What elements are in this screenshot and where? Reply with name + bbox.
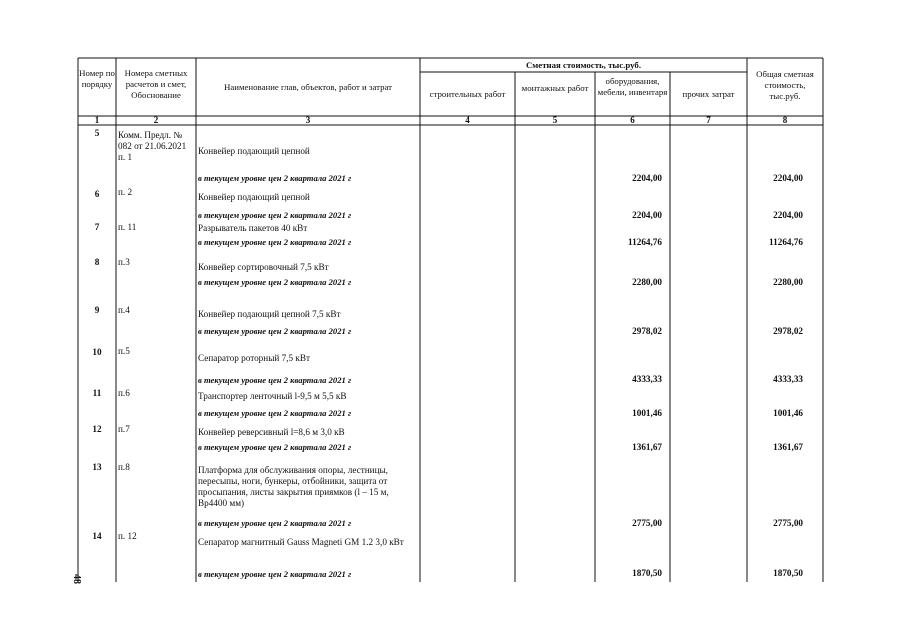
row-basis: п. 2 [118,187,133,197]
row-equipment-value: 1361,67 [632,442,662,452]
row-equipment-value: 2204,00 [632,173,662,183]
row-total-value: 1361,67 [773,442,803,452]
row-basis: п.4 [118,305,130,315]
row-name: Транспортер ленточный l-9,5 м 5,5 кВ [198,391,347,401]
row-name: Конвейер подающий цепной [198,146,310,156]
colnum: 1 [94,115,100,125]
row-equipment-value: 2280,00 [632,277,662,287]
row-equipment-value: 1001,46 [632,408,662,418]
colnum: 5 [552,115,558,125]
header-col-construction: строительных работ [429,89,506,99]
row-name: Сепаратор роторный 7,5 кВт [198,353,310,363]
row-price-level: в текущем уровне цен 2 квартала 2021 г [198,375,352,385]
row-number: 11 [92,388,102,398]
header-col-number: Номер по порядку [79,68,115,89]
row-equipment-value: 2775,00 [632,518,662,528]
row-number: 9 [94,305,100,315]
row-price-level: в текущем уровне цен 2 квартала 2021 г [198,518,352,528]
row-total-value: 2280,00 [773,277,803,287]
row-basis: п.5 [118,346,130,356]
row-price-level: в текущем уровне цен 2 квартала 2021 г [198,569,352,579]
row-total-value: 4333,33 [773,374,803,384]
colnum: 7 [706,115,711,125]
header-col-total: Общая сметная стоимость, тыс.руб. [756,69,814,101]
row-name: Платформа для обслуживания опоры, лестницы, пересыпы, ноги, бункеры, отбойники, защита от просыпания, листы закрытия приямков (l – 15 м, Bp4400 мм) [198,465,389,508]
header-col-other: прочих затрат [682,89,735,99]
row-total-value: 11264,76 [769,237,803,247]
colnum: 6 [630,115,635,125]
row-basis: Комм. Предл. № 082 от 21.06.2021 п. 1 [118,130,187,162]
page-number: 48 [71,574,82,584]
row-price-level: в текущем уровне цен 2 квартала 2021 г [198,326,352,336]
row-price-level: в текущем уровне цен 2 квартала 2021 г [198,277,352,287]
row-basis: п.8 [118,462,130,472]
row-total-value: 1001,46 [773,408,803,418]
row-number: 7 [94,222,100,232]
row-total-value: 2204,00 [773,173,803,183]
row-total-value: 1870,50 [773,568,803,578]
row-basis: п. 12 [118,531,137,541]
header-col-basis: Номера сметных расчетов и смет, Обоснование [124,68,188,100]
colnum: 2 [153,115,159,125]
row-price-level: в текущем уровне цен 2 квартала 2021 г [198,442,352,452]
row-number: 8 [94,257,100,267]
row-equipment-value: 1870,50 [632,568,662,578]
row-total-value: 2978,02 [773,326,803,336]
header-col-equipment: оборудования, мебели, инвентаря [597,76,668,97]
header-col-name: Наименование глав, объектов, работ и затрат [224,82,392,92]
row-total-value: 2204,00 [773,210,803,220]
row-basis: п.3 [118,257,130,267]
row-number: 12 [92,424,102,434]
row-name: Конвейер подающий цепной [198,192,310,202]
colnum: 4 [465,115,470,125]
row-equipment-value: 2204,00 [632,210,662,220]
row-number: 5 [94,128,100,138]
row-basis: п.6 [118,388,130,398]
row-number: 10 [92,347,102,357]
row-price-level: в текущем уровне цен 2 квартала 2021 г [198,408,352,418]
row-price-level: в текущем уровне цен 2 квартала 2021 г [198,210,352,220]
row-name: Конвейер реверсивный l=8,6 м 3,0 кВ [198,427,345,437]
row-number: 14 [92,531,102,541]
row-name: Конвейер сортировочный 7,5 кВт [198,262,329,272]
colnum: 3 [305,115,311,125]
row-basis: п. 11 [118,222,137,232]
row-number: 13 [92,462,102,472]
header-group-cost: Сметная стоимость, тыс.руб. [525,60,642,70]
row-price-level: в текущем уровне цен 2 квартала 2021 г [198,237,352,247]
row-name: Конвейер подающий цепной 7,5 кВт [198,309,341,319]
row-basis: п.7 [118,424,130,434]
header-col-installation: монтажных работ [521,83,589,93]
colnum: 8 [782,115,788,125]
row-name: Разрыватель пакетов 40 кВт [198,223,308,233]
row-equipment-value: 2978,02 [632,326,662,336]
row-equipment-value: 11264,76 [628,237,662,247]
row-total-value: 2775,00 [773,518,803,528]
row-number: 6 [94,189,100,199]
row-price-level: в текущем уровне цен 2 квартала 2021 г [198,173,352,183]
row-equipment-value: 4333,33 [632,374,662,384]
row-name: Сепаратор магнитный Gauss Magneti GM 1.2 3,0 кВт [198,537,404,547]
